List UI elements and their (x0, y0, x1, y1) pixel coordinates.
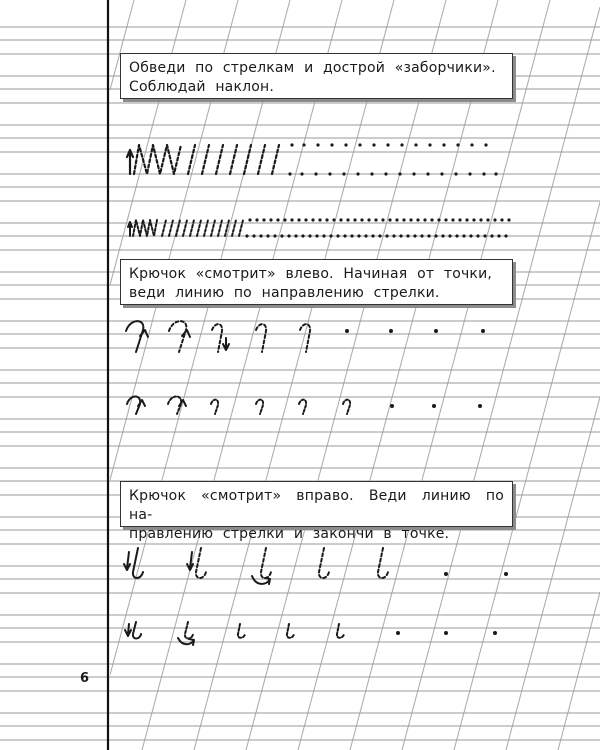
instruction-line: Соблюдай наклон. (129, 79, 275, 95)
instruction-box-hook-left (120, 259, 513, 305)
page-number: 6 (80, 671, 90, 686)
instruction-line: Обведи по стрелкам и дострой «заборчики». (129, 60, 496, 76)
instruction-line: веди линию по направлению стрелки. (129, 285, 440, 301)
small-fence-arrow-icon (128, 222, 132, 236)
small-hook-dashed (343, 400, 350, 414)
small-hook-right-dashed (337, 624, 344, 638)
small-hook-dashed (256, 400, 263, 414)
small-hook-right-dashed (287, 624, 294, 638)
small-hook-right-solid (133, 622, 141, 639)
instruction-box-fences (120, 53, 513, 99)
hook-left-dashed (169, 321, 186, 352)
instruction-line: Крючок «смотрит» вправо. Веди линию по на- (129, 488, 504, 523)
hook-right-dashed (319, 548, 329, 578)
hook-dots (444, 572, 508, 576)
hook-left-row-1 (126, 321, 485, 352)
hook-dots (396, 631, 497, 635)
small-hook-right-dashed (238, 624, 245, 638)
hook-right-dashed (196, 548, 206, 578)
hook-down-arrow-icon (125, 624, 131, 636)
fence-guide-arrow-icon (127, 150, 133, 174)
small-fence-zigzag-stroke (133, 220, 157, 236)
slant-guide-lines (110, 0, 600, 750)
instruction-line: правлению стрелки и закончи в точке. (129, 526, 450, 542)
hook-dots (345, 329, 485, 333)
horizontal-rulings (0, 27, 600, 740)
small-hook-right-dashed (185, 622, 193, 639)
large-fence-row (127, 143, 498, 175)
instruction-line: Крючок «смотрит» влево. Начиная от точки, (129, 266, 493, 282)
hook-arrow-icon (138, 400, 145, 406)
hook-right-dashed (261, 548, 271, 578)
fence-dots (288, 143, 497, 175)
small-fence-dots (245, 218, 510, 237)
fence-stroke (188, 145, 279, 174)
small-fence-row (128, 218, 511, 237)
instruction-box-hook-right (120, 481, 513, 542)
hook-right-solid (133, 548, 143, 578)
hook-dots (390, 404, 482, 408)
small-hook-dashed (299, 400, 306, 414)
small-hook-dashed (211, 400, 218, 414)
hook-down-arrow-icon (124, 552, 130, 570)
hook-right-dashed (378, 548, 388, 578)
